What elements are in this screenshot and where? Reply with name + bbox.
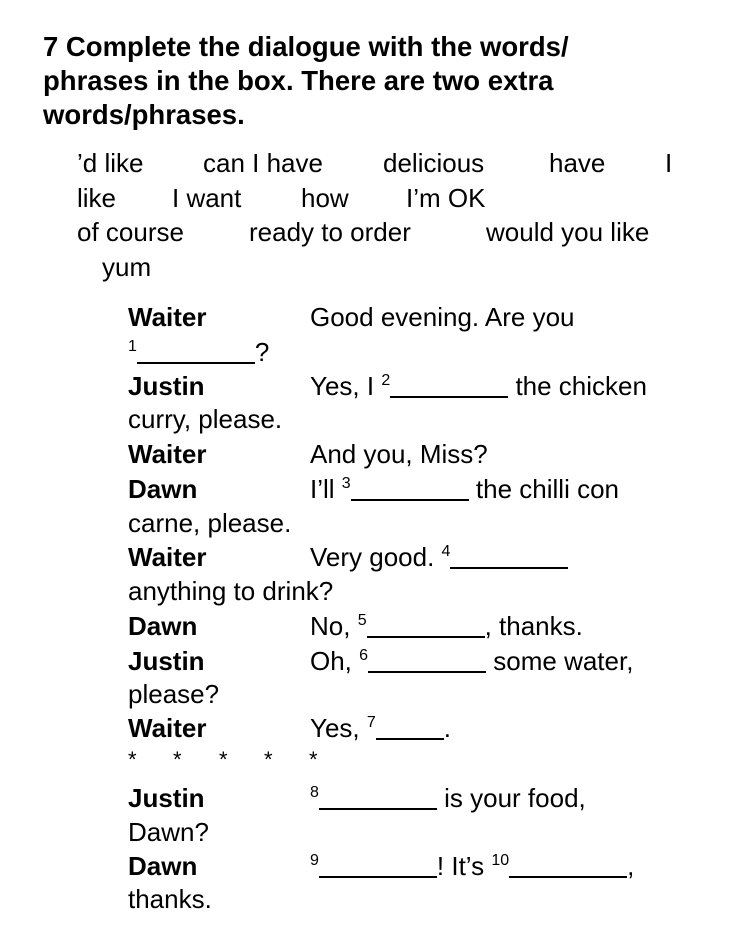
speaker-name: Waiter bbox=[128, 713, 207, 743]
gap-number: 3 bbox=[341, 475, 351, 492]
dialogue-text bbox=[128, 337, 269, 367]
separator-star: * bbox=[173, 747, 182, 772]
dialogue-text-part: is your food, bbox=[436, 783, 586, 813]
dialogue-text bbox=[310, 611, 583, 641]
speaker-name: Justin bbox=[128, 646, 205, 676]
answer-gap[interactable] bbox=[351, 477, 469, 501]
speaker-name: Justin bbox=[128, 783, 205, 813]
dialogue-text-part: Oh, bbox=[310, 646, 360, 676]
dialogue-text: carne, please. bbox=[128, 508, 292, 538]
answer-gap[interactable] bbox=[368, 649, 486, 673]
separator-star: * bbox=[128, 747, 137, 772]
dialogue-text: thanks. bbox=[128, 884, 212, 914]
speaker-name: Justin bbox=[128, 371, 205, 401]
gap-number: 10 bbox=[491, 852, 510, 869]
dialogue-text bbox=[310, 851, 634, 881]
dialogue-text: anything to drink? bbox=[128, 576, 334, 606]
separator-star: * bbox=[219, 747, 228, 772]
dialogue-text bbox=[310, 783, 586, 813]
separator-star: * bbox=[264, 747, 273, 772]
dialogue-text: Good evening. Are you bbox=[310, 302, 575, 332]
word-option: I want bbox=[172, 183, 242, 213]
title-line: words/phrases. bbox=[43, 99, 245, 130]
dialogue-text: Dawn? bbox=[128, 817, 209, 847]
dialogue-text-part: Yes, I bbox=[310, 371, 382, 401]
answer-gap[interactable] bbox=[450, 545, 568, 569]
dialogue-text-part: Yes, bbox=[310, 713, 367, 743]
word-option: can I have bbox=[203, 148, 323, 178]
gap-number: 1 bbox=[128, 338, 137, 355]
speaker-name: Waiter bbox=[128, 542, 207, 572]
gap-number: 9 bbox=[310, 852, 319, 869]
dialogue-text-part: the chicken bbox=[508, 371, 647, 401]
answer-gap[interactable] bbox=[137, 340, 255, 364]
word-option: have bbox=[549, 148, 606, 178]
gap-number: 5 bbox=[357, 612, 367, 629]
word-option: ’d like bbox=[77, 148, 144, 178]
gap-number: 7 bbox=[366, 714, 376, 731]
word-option: how bbox=[301, 183, 349, 213]
word-option: yum bbox=[102, 252, 152, 282]
word-option: like bbox=[77, 183, 117, 213]
speaker-name: Waiter bbox=[128, 302, 207, 332]
speaker-name: Waiter bbox=[128, 439, 207, 469]
separator-star: * bbox=[309, 747, 318, 772]
dialogue-text-part: I’ll bbox=[310, 474, 342, 504]
speaker-name: Dawn bbox=[128, 474, 198, 504]
exercise-title bbox=[43, 30, 723, 132]
word-option: delicious bbox=[383, 148, 485, 178]
dialogue-text: ? bbox=[254, 337, 270, 367]
dialogue-text-part: some water, bbox=[486, 646, 634, 676]
speaker-name: Dawn bbox=[128, 611, 198, 641]
dialogue-text-part: ! It’s bbox=[436, 851, 492, 881]
dialogue-text-part: the chilli con bbox=[468, 474, 619, 504]
gap-number: 8 bbox=[310, 784, 319, 801]
answer-gap[interactable] bbox=[319, 854, 437, 878]
title-line: phrases in the box. There are two extra bbox=[43, 65, 554, 96]
speaker-name: Dawn bbox=[128, 851, 198, 881]
answer-gap[interactable] bbox=[319, 786, 437, 810]
word-option: I’m OK bbox=[406, 183, 486, 213]
dialogue-text-part: , thanks. bbox=[484, 611, 583, 641]
gap-number: 2 bbox=[381, 372, 391, 389]
word-option: ready to order bbox=[249, 217, 411, 247]
gap-number: 4 bbox=[441, 543, 451, 560]
dialogue-text bbox=[310, 713, 451, 743]
dialogue-text: curry, please. bbox=[128, 404, 283, 434]
title-line: 7 Complete the dialogue with the words/ bbox=[43, 31, 569, 62]
dialogue-text-part: Very good. bbox=[310, 542, 442, 572]
dialogue-text: please? bbox=[128, 679, 220, 709]
dialogue-text: And you, Miss? bbox=[310, 439, 488, 469]
gap-number: 6 bbox=[359, 647, 369, 664]
answer-gap[interactable] bbox=[376, 716, 444, 740]
dialogue-text-part: , bbox=[627, 851, 635, 881]
dialogue-text bbox=[310, 371, 647, 401]
dialogue-text-part: . bbox=[443, 713, 452, 743]
answer-gap[interactable] bbox=[390, 374, 508, 398]
answer-gap[interactable] bbox=[367, 614, 485, 638]
word-option: I bbox=[665, 148, 673, 178]
dialogue-text bbox=[310, 474, 619, 504]
dialogue-text-part: No, bbox=[310, 611, 358, 641]
dialogue-text bbox=[310, 646, 633, 676]
answer-gap[interactable] bbox=[509, 854, 627, 878]
dialogue-text bbox=[310, 542, 568, 572]
word-option: of course bbox=[77, 217, 184, 247]
word-option: would you like bbox=[486, 217, 650, 247]
